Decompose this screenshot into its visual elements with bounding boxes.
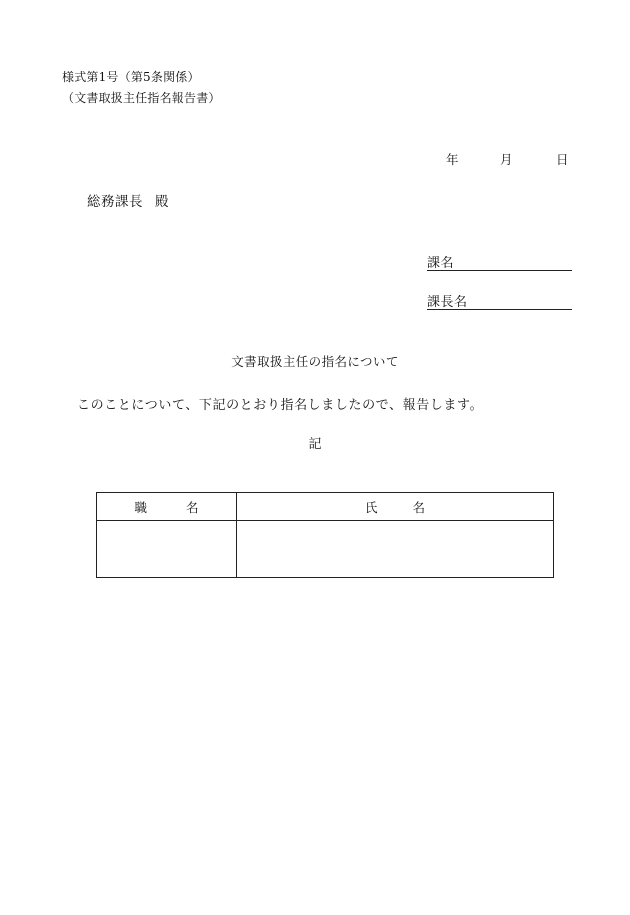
header-name-char-1: 氏: [365, 499, 378, 515]
chief-name-label: 課長名: [427, 295, 468, 310]
date-year-label: 年: [446, 152, 459, 167]
department-field[interactable]: [427, 252, 572, 271]
header-name-char-2: 名: [412, 499, 425, 515]
department-label: 課名: [427, 256, 455, 271]
ki-heading: 記: [308, 437, 322, 452]
addressee-honorific: 殿: [155, 194, 169, 210]
addressee: [87, 190, 169, 210]
header-position: [97, 493, 237, 521]
chief-name-field[interactable]: [427, 291, 572, 310]
form-number: 様式第1号（第5条関係）: [62, 70, 200, 84]
body-text: このことについて、下記のとおり指名しましたので、報告します。: [77, 398, 484, 413]
date-month-label: 月: [500, 152, 513, 167]
date-day-label: 日: [556, 152, 569, 167]
table-header-row: [97, 493, 554, 521]
header-position-char-1: 職: [134, 499, 148, 515]
position-cell[interactable]: [97, 521, 237, 578]
header-position-char-2: 名: [185, 499, 199, 515]
addressee-name: 総務課長: [87, 194, 143, 210]
document-title: 文書取扱主任の指名について: [231, 354, 399, 369]
name-cell[interactable]: [237, 521, 554, 578]
form-subtitle: （文書取扱主任指名報告書）: [62, 91, 221, 105]
table-row: [97, 521, 554, 578]
designation-table: [96, 492, 554, 578]
header-name: [237, 493, 554, 521]
